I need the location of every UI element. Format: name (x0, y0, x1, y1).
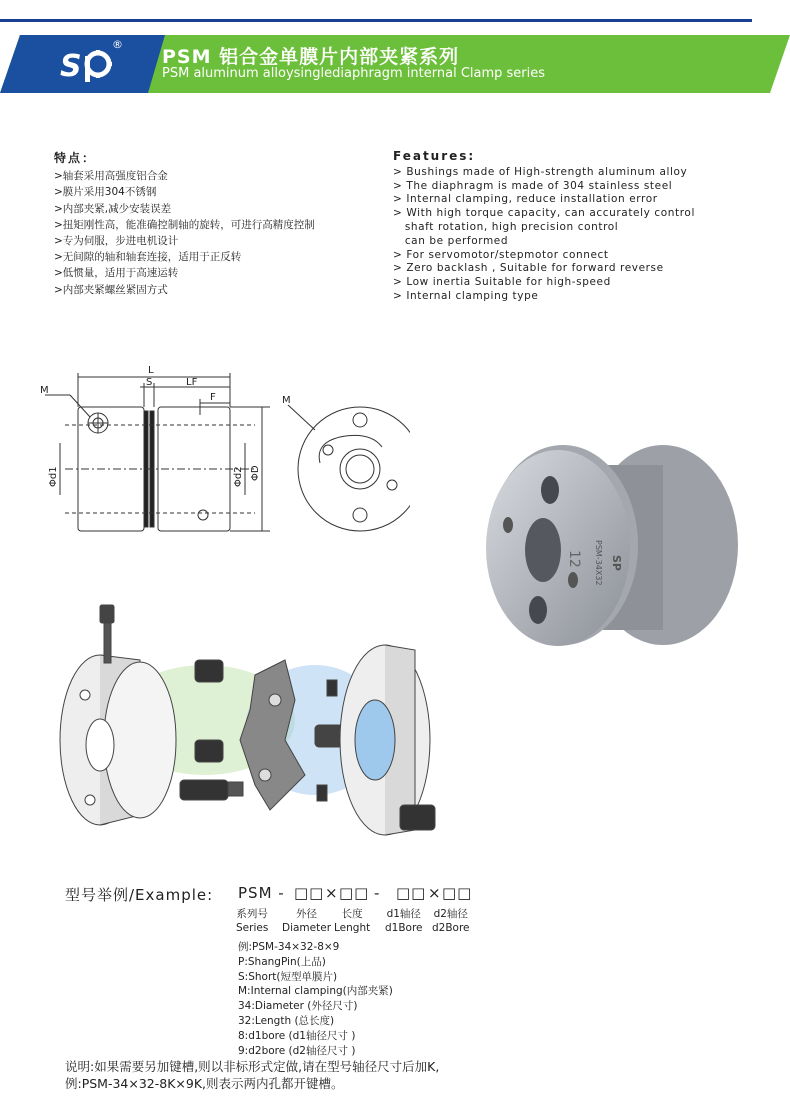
dim-D: ΦD (250, 465, 261, 481)
dim-L: L (148, 365, 154, 376)
feature-item: > Bushings made of High-strength aluminum alloy (393, 165, 688, 178)
caption-series-en: Series (236, 922, 269, 934)
footer-line-1: 说明:如果需要另加键槽,则以非标形式定做,请在型号轴径尺寸后加K, (65, 1059, 440, 1074)
title-chinese: PSM 铝合金单膜片内部夹紧系列 (162, 46, 460, 68)
code-times-1: × (325, 884, 339, 902)
note-line: 8:d1bore (d1轴径尺寸 ) (238, 1029, 356, 1042)
caption-length-en: Lenght (334, 922, 371, 934)
top-rule (0, 19, 752, 22)
render-part-no: PSM-34X32 (594, 540, 603, 586)
feature-item: >内部夹紧螺丝紧固方式 (54, 283, 168, 296)
caption-d2-en: d2Bore (432, 922, 470, 934)
caption-d2 (432, 907, 470, 935)
registered-mark: ® (112, 38, 123, 51)
features-heading-en: Features: (393, 149, 476, 163)
feature-item: >扭矩刚性高，能准确控制轴的旋转，可进行高精度控制 (54, 218, 315, 231)
label-M-left: M (40, 385, 49, 396)
features-chinese (54, 150, 315, 298)
render-marking: 12 (566, 550, 582, 568)
caption-diameter-zh: 外径 (296, 908, 318, 920)
caption-length-zh: 长度 (341, 908, 363, 920)
note-line: 32:Length (总长度) (238, 1014, 335, 1027)
note-line: 9:d2bore (d2轴径尺寸 ) (238, 1044, 356, 1057)
footer-note (65, 1058, 439, 1092)
feature-item: >内部夹紧,减少安装误差 (54, 202, 172, 215)
caption-d1-zh: d1轴径 (386, 908, 421, 920)
technical-drawing (30, 355, 410, 545)
caption-diameter-en: Diameter (282, 922, 332, 934)
feature-item: shaft rotation, high precision control (393, 220, 619, 233)
caption-diameter (282, 907, 331, 935)
example-notes (238, 940, 393, 1058)
code-psm: PSM - (238, 884, 285, 902)
note-line: P:ShangPin(上品) (238, 955, 326, 968)
exploded-view (55, 600, 455, 840)
feature-item: >膜片采用304不锈钢 (54, 186, 157, 199)
feature-item: >轴套采用高强度铝合金 (54, 170, 168, 183)
dim-S: S (146, 377, 153, 388)
footer-line-2: 例:PSM-34×32-8K×9K,则表示两内孔都开键槽。 (65, 1076, 344, 1091)
feature-item: > Zero backlash , Suitable for forward reverse (393, 262, 664, 275)
dim-F: F (210, 392, 216, 403)
feature-item: >专为伺服，步进电机设计 (54, 235, 179, 248)
code-diameter-box: □□ (294, 884, 325, 902)
sp-logo (58, 42, 118, 84)
caption-d1-en: d1Bore (385, 922, 423, 934)
caption-series (236, 907, 268, 935)
features-heading-zh: 特点： (54, 151, 97, 165)
dim-d1: Φd1 (48, 466, 59, 487)
caption-d1 (385, 907, 423, 935)
note-line: 例:PSM-34×32-8×9 (238, 941, 340, 953)
feature-item: > Internal clamping type (393, 289, 539, 302)
dim-LF: LF (186, 377, 198, 388)
note-line: S:Short(短型单膜片) (238, 970, 338, 983)
label-M-right: M (282, 395, 291, 406)
example-label: 型号举例/Example: (65, 886, 214, 904)
note-line: 34:Diameter (外径尺寸) (238, 1000, 358, 1013)
title-english: PSM aluminum alloysinglediaphragm internal Clamp series (162, 66, 546, 81)
feature-item: > The diaphragm is made of 304 stainless steel (393, 179, 673, 192)
code-times-2: × (428, 884, 442, 902)
caption-series-zh: 系列号 (236, 908, 268, 920)
note-line: M:Internal clamping(内部夹紧) (238, 985, 393, 998)
code-dash: - (374, 884, 381, 902)
feature-item: > For servomotor/stepmotor connect (393, 248, 609, 261)
code-d1-box: □□ (396, 884, 427, 902)
feature-item: > Low inertia Suitable for high-speed (393, 276, 611, 289)
caption-length (334, 907, 370, 935)
features-english (393, 150, 695, 304)
svg-text:S: S (60, 49, 82, 84)
feature-item: >低惯量，适用于高速运转 (54, 267, 179, 280)
feature-item: can be performed (393, 234, 509, 247)
code-d2-box: □□ (442, 884, 473, 902)
feature-item: > Internal clamping, reduce installation error (393, 193, 658, 206)
feature-item: >无间隙的轴和轴套连接，适用于正反转 (54, 251, 242, 264)
feature-item: > With high torque capacity, can accurately control (393, 207, 695, 220)
code-length-box: □□ (339, 884, 370, 902)
render-logo: SP (610, 555, 623, 571)
dim-d2: Φd2 (233, 466, 244, 487)
coupling-render (478, 430, 748, 660)
caption-d2-zh: d2轴径 (433, 908, 468, 920)
